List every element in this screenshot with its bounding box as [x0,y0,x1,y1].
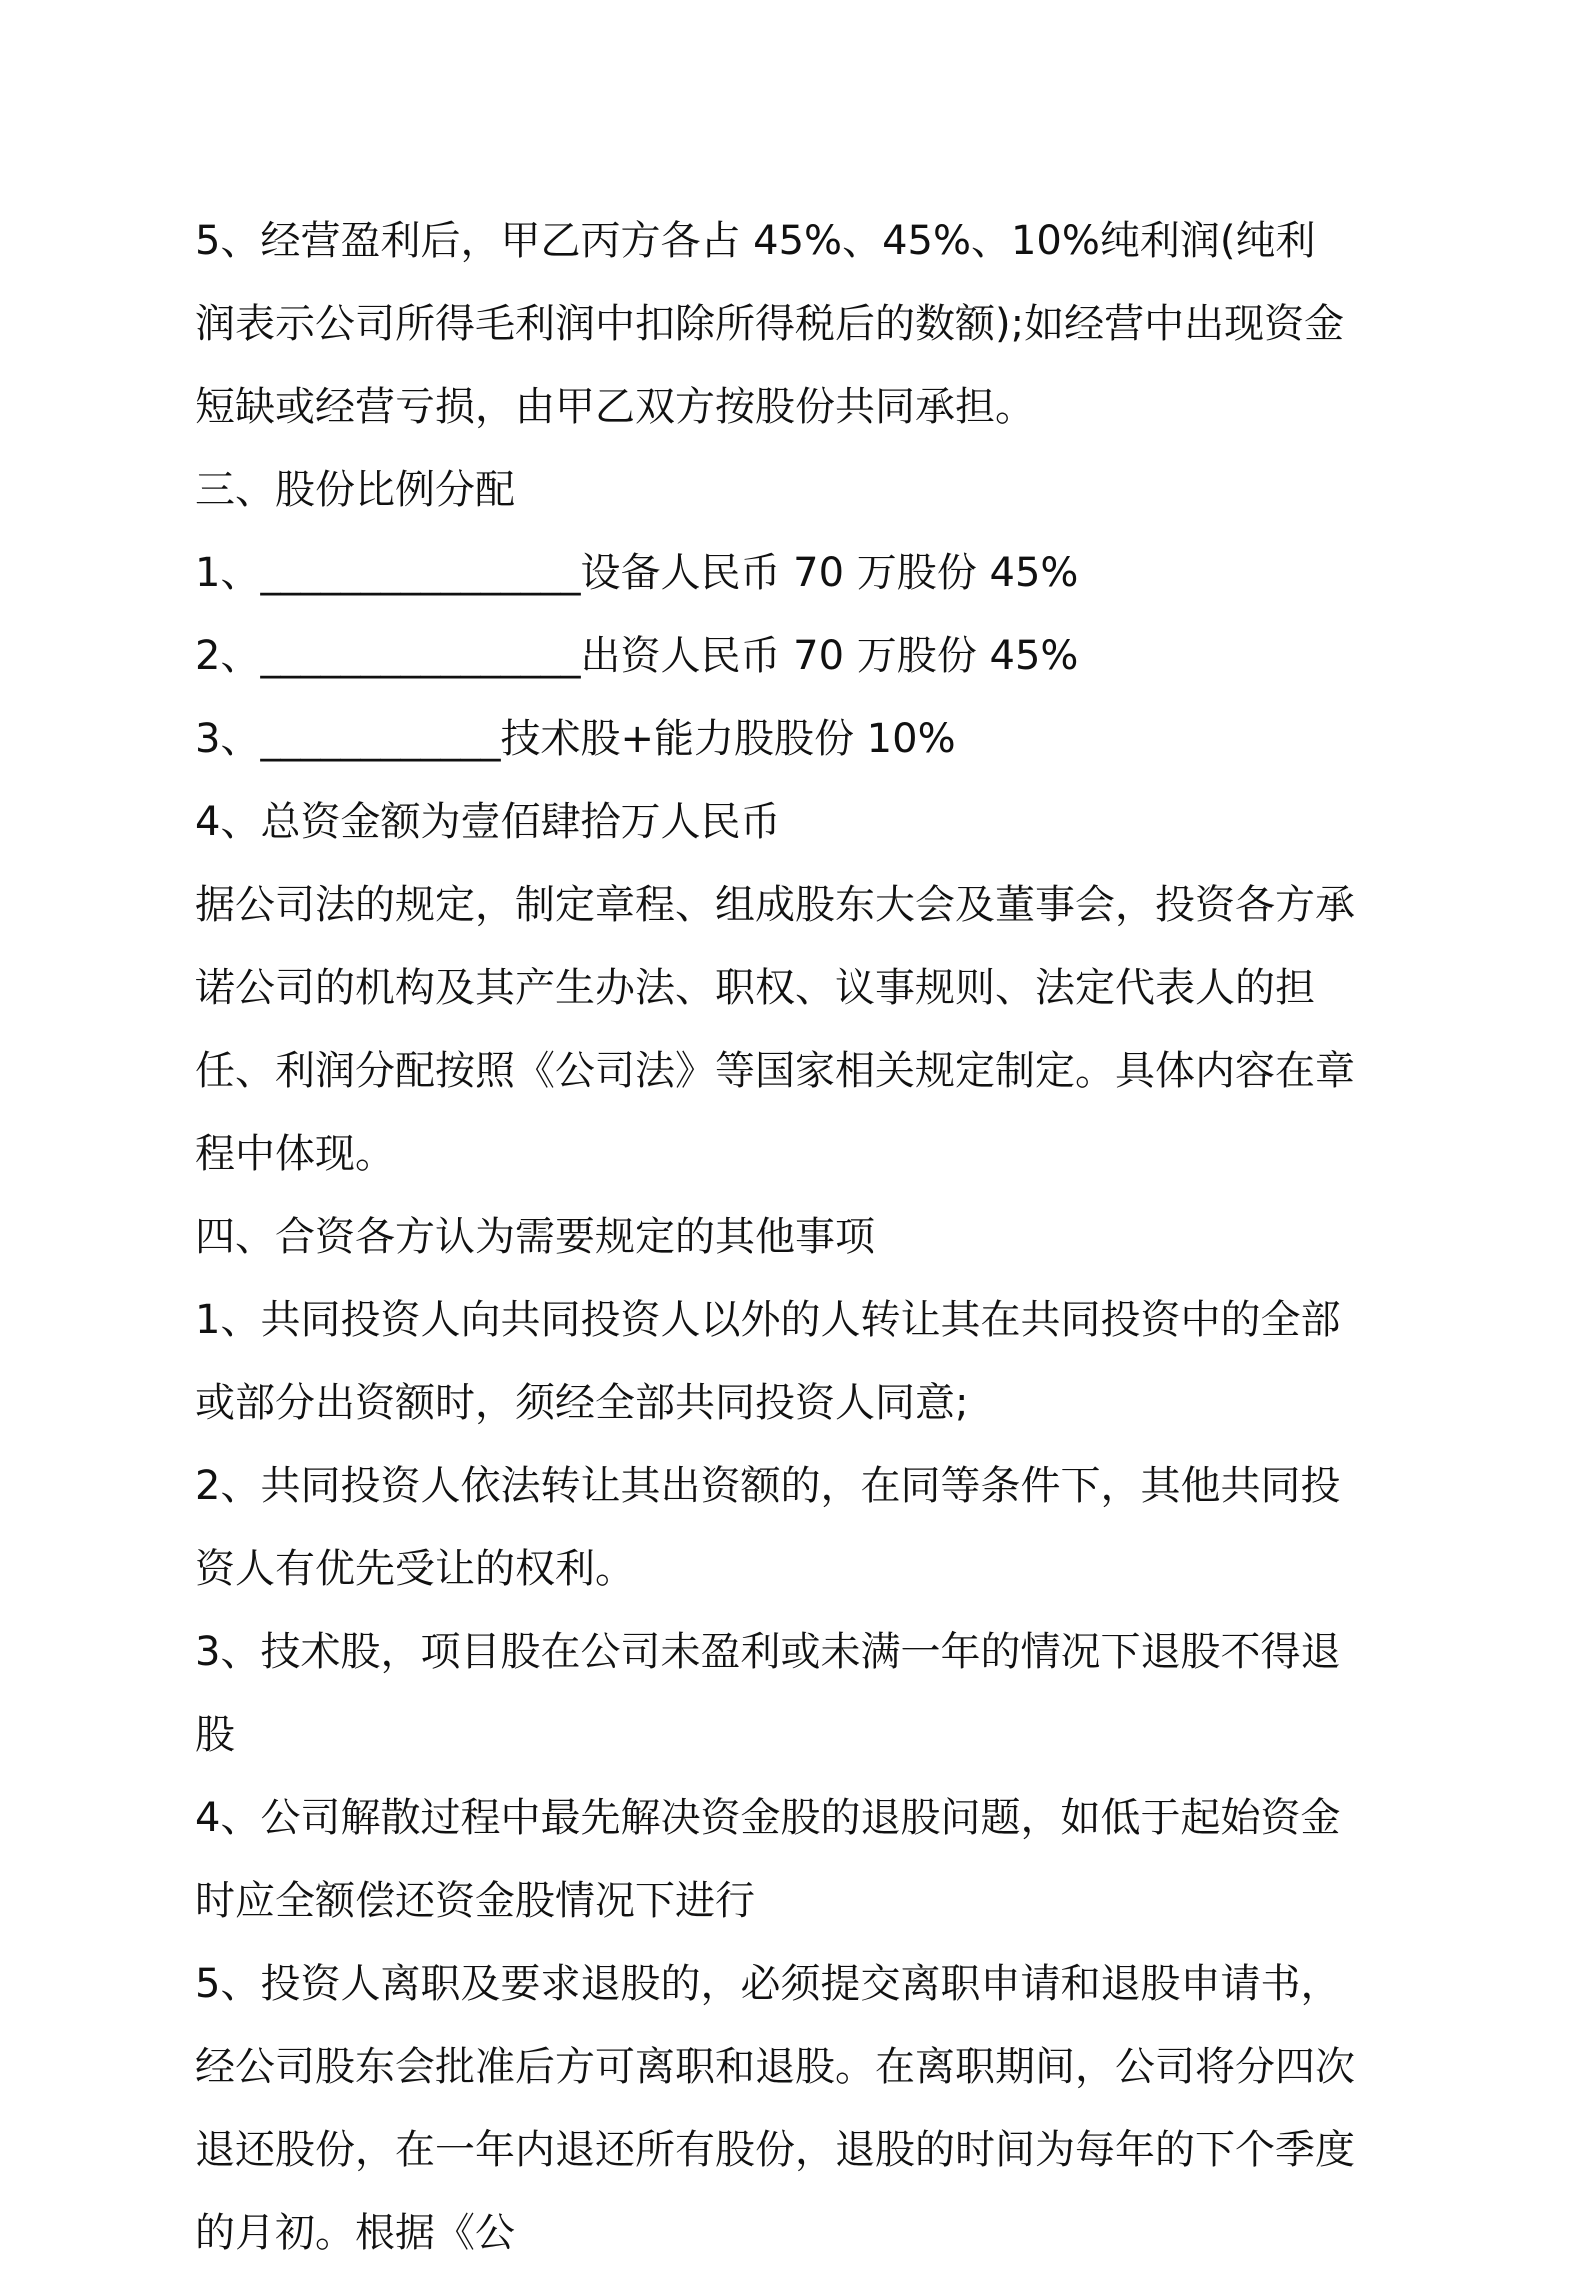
clause-dissolution: 4、公司解散过程中最先解决资金股的退股问题，如低于起始资金时应全额偿还资金股情况下进行 [195,1795,1341,1924]
share-item-equipment: 1、________________设备人民币 70 万股份 45% [195,550,1079,596]
clause-transfer-consent: 1、共同投资人向共同投资人以外的人转让其在共同投资中的全部或部分出资额时，须经全部共同投资人同意; [195,1297,1341,1426]
paragraph-company-law: 据公司法的规定，制定章程、组成股东大会及董事会，投资各方承诺公司的机构及其产生办法、职权、议事规则、法定代表人的担任、利润分配按照《公司法》等国家相关规定制定。具体内容在章程中体现。 [195,882,1355,1177]
document-body [195,200,1355,2275]
clause-profit-distribution: 5、经营盈利后，甲乙丙方各占 45%、45%、10%纯利润(纯利润表示公司所得毛利润中扣除所得税后的数额);如经营中出现资金短缺或经营亏损，由甲乙双方按股份共同承担。 [195,218,1345,430]
clause-technology-share-withdrawal: 3、技术股，项目股在公司未盈利或未满一年的情况下退股不得退股 [195,1629,1341,1758]
clause-resignation-withdrawal: 5、投资人离职及要求退股的，必须提交离职申请和退股申请书，经公司股东会批准后方可离职和退股。在离职期间，公司将分四次退还股份，在一年内退还所有股份，退股的时间为每年的下个季度的月初。根据《公 [195,1961,1355,2256]
clause-preemptive-right: 2、共同投资人依法转让其出资额的，在同等条件下，其他共同投资人有优先受让的权利。 [195,1463,1341,1592]
share-item-total-capital: 4、总资金额为壹佰肆拾万人民币 [195,799,781,845]
share-item-technology: 3、____________技术股+能力股股份 10% [195,716,956,762]
share-item-capital: 2、________________出资人民币 70 万股份 45% [195,633,1079,679]
section-heading-share-ratio: 三、股份比例分配 [195,467,515,513]
section-heading-other-matters: 四、合资各方认为需要规定的其他事项 [195,1214,875,1260]
